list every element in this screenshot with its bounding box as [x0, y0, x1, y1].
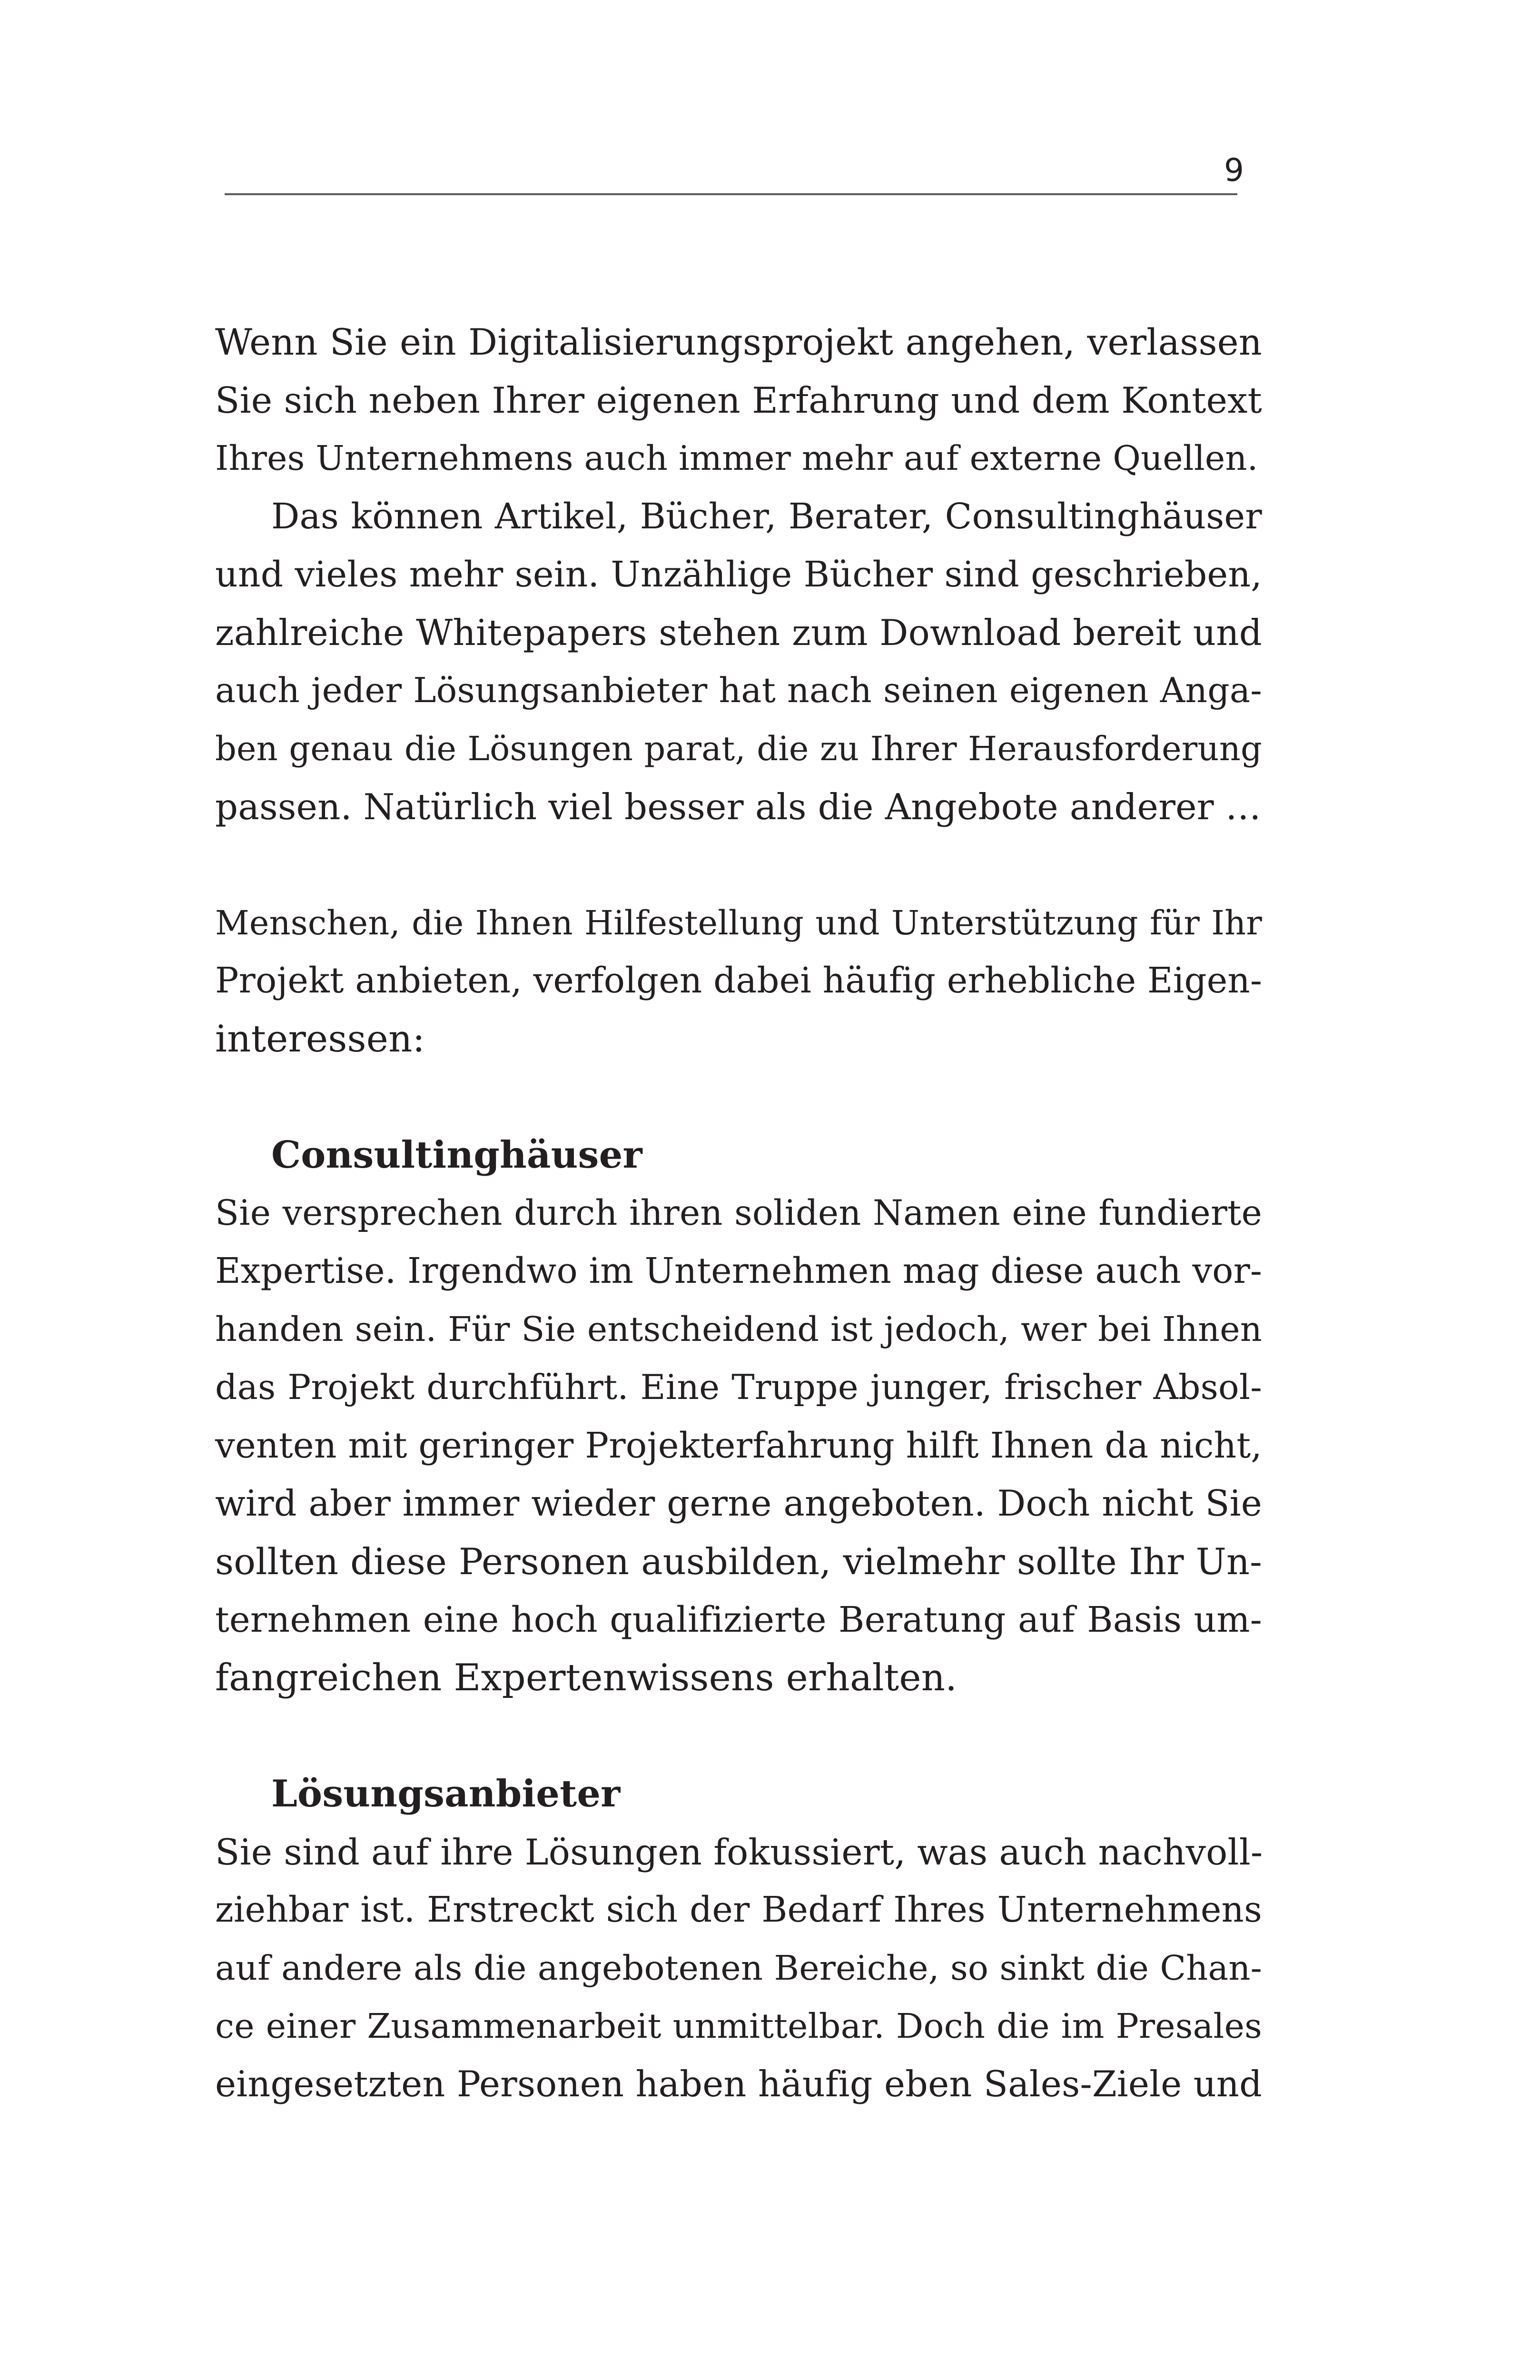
header-rule: [225, 193, 1237, 195]
text-line: Wenn Sie ein Digitalisierungsprojekt angehen, verlassen: [215, 321, 1262, 363]
text-line: Sie versprechen durch ihren soliden Namen eine fundierte: [215, 1193, 1262, 1233]
text-line: Ihres Unternehmens auch immer mehr auf externe Quellen.: [215, 438, 1258, 478]
section-consultinghaeuser: [215, 1126, 1262, 1707]
section-loesungsanbieter: [215, 1765, 1262, 2113]
text-line: Sie sind auf ihre Lösungen fokussiert, was auch nachvoll-: [215, 1831, 1263, 1873]
text-line: und vieles mehr sein. Unzählige Bücher sind geschrieben,: [215, 554, 1262, 595]
paragraph-intro: [215, 313, 1262, 487]
paragraph-gap: [215, 1068, 1262, 1126]
text-line: eingesetzten Personen haben häufig eben Sales-Ziele und: [215, 2063, 1262, 2105]
text-line: interessen:: [215, 1018, 425, 1061]
page-body: [215, 313, 1262, 2113]
text-line: fangreichen Expertenwissens erhalten.: [215, 1656, 958, 1699]
text-line: das Projekt durchführt. Eine Truppe junger, frischer Absol-: [215, 1368, 1262, 1408]
text-line: Das können Artikel, Bücher, Berater, Consultinghäuser: [271, 496, 1262, 537]
text-line: ziehbar ist. Erstreckt sich der Bedarf Ihres Unternehmens: [215, 1890, 1262, 1930]
paragraph-gap: [215, 836, 1262, 894]
section-heading: Consultinghäuser: [271, 1133, 642, 1177]
section-heading: Lösungsanbieter: [271, 1772, 621, 1815]
text-line: passen. Natürlich viel besser als die Angebote anderer …: [215, 786, 1262, 828]
paragraph-sources: [215, 487, 1262, 836]
text-line: Expertise. Irgendwo im Unternehmen mag diese auch vor-: [215, 1251, 1262, 1291]
text-line: Sie sich neben Ihrer eigenen Erfahrung und dem Kontext: [215, 379, 1262, 421]
text-line: Projekt anbieten, verfolgen dabei häufig erhebliche Eigen-: [215, 961, 1262, 1001]
text-line: handen sein. Für Sie entscheidend ist jedoch, wer bei Ihnen: [215, 1309, 1262, 1349]
text-line: auf andere als die angebotenen Bereiche, so sinkt die Chan-: [215, 1948, 1262, 1988]
text-line: sollten diese Personen ausbilden, vielmehr sollte Ihr Un-: [215, 1540, 1262, 1583]
text-line: ben genau die Lösungen parat, die zu Ihrer Herausforderung: [215, 729, 1262, 768]
text-line: Menschen, die Ihnen Hilfestellung und Unterstützung für Ihr: [215, 903, 1262, 942]
text-line: ce einer Zusammenarbeit unmittelbar. Doch die im Presales: [215, 2006, 1262, 2046]
text-line: venten mit geringer Projekterfahrung hilft Ihnen da nicht,: [215, 1425, 1262, 1466]
text-line: ternehmen eine hoch qualifizierte Beratung auf Basis um-: [215, 1599, 1262, 1640]
text-line: wird aber immer wieder gerne angeboten. Doch nicht Sie: [215, 1483, 1262, 1524]
page-number: 9: [1224, 152, 1244, 188]
paragraph-interests: [215, 894, 1262, 1068]
paragraph-gap: [215, 1707, 1262, 1765]
text-line: zahlreiche Whitepapers stehen zum Download bereit und: [215, 612, 1262, 654]
text-line: auch jeder Lösungsanbieter hat nach seinen eigenen Anga-: [215, 671, 1262, 711]
